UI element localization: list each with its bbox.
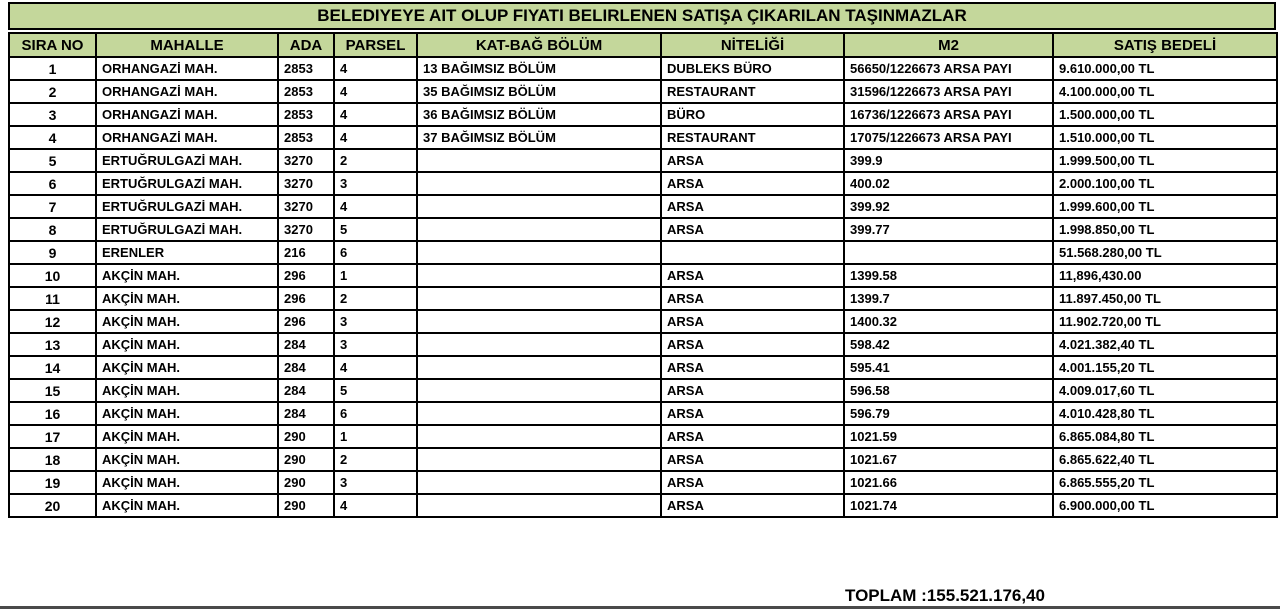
table-cell: 4 bbox=[334, 126, 417, 149]
table-cell: 2853 bbox=[278, 103, 334, 126]
table-row bbox=[9, 333, 1277, 356]
table-cell: 2853 bbox=[278, 57, 334, 80]
table-cell: 2 bbox=[334, 448, 417, 471]
table-cell: 17075/1226673 ARSA PAYI bbox=[844, 126, 1053, 149]
table-cell: 4.009.017,60 TL bbox=[1053, 379, 1277, 402]
table-cell: 4 bbox=[9, 126, 96, 149]
table-cell: 1399.58 bbox=[844, 264, 1053, 287]
table-cell: 12 bbox=[9, 310, 96, 333]
table-row bbox=[9, 172, 1277, 195]
table-cell: 284 bbox=[278, 402, 334, 425]
table-cell: 11.902.720,00 TL bbox=[1053, 310, 1277, 333]
table-cell: 35 BAĞIMSIZ BÖLÜM bbox=[417, 80, 661, 103]
table-cell: DUBLEKS BÜRO bbox=[661, 57, 844, 80]
table-cell bbox=[417, 471, 661, 494]
table-cell: 20 bbox=[9, 494, 96, 517]
table-cell bbox=[417, 356, 661, 379]
table-cell bbox=[417, 448, 661, 471]
table-cell: 1021.66 bbox=[844, 471, 1053, 494]
table-cell bbox=[417, 494, 661, 517]
table-cell: ARSA bbox=[661, 218, 844, 241]
table-cell: 4 bbox=[334, 494, 417, 517]
table-cell: 6.865.622,40 TL bbox=[1053, 448, 1277, 471]
table-cell: 4 bbox=[334, 80, 417, 103]
table-cell: ERTUĞRULGAZİ MAH. bbox=[96, 218, 278, 241]
table-cell: 1 bbox=[334, 264, 417, 287]
table-cell: 596.58 bbox=[844, 379, 1053, 402]
table-cell: ARSA bbox=[661, 149, 844, 172]
table-cell: 6.865.555,20 TL bbox=[1053, 471, 1277, 494]
table-row bbox=[9, 379, 1277, 402]
table-row bbox=[9, 195, 1277, 218]
table-cell: 5 bbox=[334, 218, 417, 241]
table-cell: 2853 bbox=[278, 80, 334, 103]
table-cell: AKÇİN MAH. bbox=[96, 448, 278, 471]
table-cell: 290 bbox=[278, 425, 334, 448]
table-cell: ARSA bbox=[661, 333, 844, 356]
table-row bbox=[9, 241, 1277, 264]
table-cell bbox=[417, 402, 661, 425]
table-cell: ARSA bbox=[661, 264, 844, 287]
table-cell: 9.610.000,00 TL bbox=[1053, 57, 1277, 80]
table-cell: 14 bbox=[9, 356, 96, 379]
table-cell: 216 bbox=[278, 241, 334, 264]
table-row bbox=[9, 149, 1277, 172]
table-cell: 10 bbox=[9, 264, 96, 287]
table-cell: 4.010.428,80 TL bbox=[1053, 402, 1277, 425]
table-cell: 4.021.382,40 TL bbox=[1053, 333, 1277, 356]
table-cell: AKÇİN MAH. bbox=[96, 333, 278, 356]
table-cell: 2 bbox=[9, 80, 96, 103]
table-row bbox=[9, 425, 1277, 448]
column-header: ADA bbox=[278, 33, 334, 57]
table-cell: AKÇİN MAH. bbox=[96, 494, 278, 517]
table-cell: BÜRO bbox=[661, 103, 844, 126]
column-header: M2 bbox=[844, 33, 1053, 57]
table-cell: ARSA bbox=[661, 195, 844, 218]
table-cell: 3270 bbox=[278, 149, 334, 172]
table-cell: ARSA bbox=[661, 287, 844, 310]
table-cell: 3 bbox=[334, 172, 417, 195]
table-cell: AKÇİN MAH. bbox=[96, 264, 278, 287]
table-cell: 1399.7 bbox=[844, 287, 1053, 310]
table-cell: ERTUĞRULGAZİ MAH. bbox=[96, 195, 278, 218]
table-cell: 3270 bbox=[278, 172, 334, 195]
table-cell: 296 bbox=[278, 287, 334, 310]
table-cell: AKÇİN MAH. bbox=[96, 310, 278, 333]
table-cell bbox=[417, 425, 661, 448]
table-cell: 290 bbox=[278, 471, 334, 494]
table-cell: ARSA bbox=[661, 172, 844, 195]
column-header: NİTELİĞİ bbox=[661, 33, 844, 57]
table-cell: 11 bbox=[9, 287, 96, 310]
table-cell: ERTUĞRULGAZİ MAH. bbox=[96, 149, 278, 172]
table-cell: 284 bbox=[278, 356, 334, 379]
table-cell: 1.510.000,00 TL bbox=[1053, 126, 1277, 149]
total-amount: TOPLAM :155.521.176,40 bbox=[845, 586, 1046, 605]
table-cell: ARSA bbox=[661, 494, 844, 517]
table-row bbox=[9, 80, 1277, 103]
table-row bbox=[9, 356, 1277, 379]
table-row bbox=[9, 494, 1277, 517]
table-cell bbox=[417, 218, 661, 241]
table-row bbox=[9, 57, 1277, 80]
table-cell: 3270 bbox=[278, 218, 334, 241]
table-row bbox=[9, 218, 1277, 241]
table-cell: ERTUĞRULGAZİ MAH. bbox=[96, 172, 278, 195]
table-cell: 16736/1226673 ARSA PAYI bbox=[844, 103, 1053, 126]
column-header: SIRA NO bbox=[9, 33, 96, 57]
table-cell: 290 bbox=[278, 448, 334, 471]
table-cell: 4 bbox=[334, 356, 417, 379]
table-cell bbox=[417, 379, 661, 402]
table-cell: 36 BAĞIMSIZ BÖLÜM bbox=[417, 103, 661, 126]
table-cell: 3 bbox=[9, 103, 96, 126]
table-cell: 11,896,430.00 bbox=[1053, 264, 1277, 287]
table-cell: 2853 bbox=[278, 126, 334, 149]
table-cell: 17 bbox=[9, 425, 96, 448]
table-cell: 31596/1226673 ARSA PAYI bbox=[844, 80, 1053, 103]
table-cell bbox=[417, 149, 661, 172]
table-cell: 4 bbox=[334, 57, 417, 80]
table-cell: ORHANGAZİ MAH. bbox=[96, 57, 278, 80]
table-row bbox=[9, 402, 1277, 425]
column-header: MAHALLE bbox=[96, 33, 278, 57]
table-cell: ARSA bbox=[661, 425, 844, 448]
table-cell: 2.000.100,00 TL bbox=[1053, 172, 1277, 195]
table-cell: 296 bbox=[278, 310, 334, 333]
table-cell: 399.9 bbox=[844, 149, 1053, 172]
column-header: KAT-BAĞ BÖLÜM bbox=[417, 33, 661, 57]
table-cell: 18 bbox=[9, 448, 96, 471]
table-cell: 5 bbox=[334, 379, 417, 402]
table-cell: 56650/1226673 ARSA PAYI bbox=[844, 57, 1053, 80]
table-cell: 400.02 bbox=[844, 172, 1053, 195]
table-cell bbox=[417, 310, 661, 333]
table-cell: 15 bbox=[9, 379, 96, 402]
table-cell: AKÇİN MAH. bbox=[96, 471, 278, 494]
table-cell: 1021.59 bbox=[844, 425, 1053, 448]
table-cell: 1.998.850,00 TL bbox=[1053, 218, 1277, 241]
table-cell: AKÇİN MAH. bbox=[96, 379, 278, 402]
table-row bbox=[9, 471, 1277, 494]
table-cell: 595.41 bbox=[844, 356, 1053, 379]
table-cell bbox=[417, 241, 661, 264]
table-cell: 6 bbox=[334, 402, 417, 425]
table-cell: 8 bbox=[9, 218, 96, 241]
table-cell: 6.865.084,80 TL bbox=[1053, 425, 1277, 448]
table-row bbox=[9, 103, 1277, 126]
table-cell: 3 bbox=[334, 333, 417, 356]
table-cell bbox=[417, 264, 661, 287]
table-cell: 7 bbox=[9, 195, 96, 218]
table-cell bbox=[844, 241, 1053, 264]
table-cell: 598.42 bbox=[844, 333, 1053, 356]
table-cell: 9 bbox=[9, 241, 96, 264]
table-cell: ORHANGAZİ MAH. bbox=[96, 103, 278, 126]
table-row bbox=[9, 287, 1277, 310]
table-cell bbox=[417, 195, 661, 218]
table-row bbox=[9, 126, 1277, 149]
table-cell: 1 bbox=[9, 57, 96, 80]
table-cell bbox=[417, 287, 661, 310]
table-cell: 2 bbox=[334, 287, 417, 310]
table-cell bbox=[417, 333, 661, 356]
table-cell: ORHANGAZİ MAH. bbox=[96, 126, 278, 149]
table-cell: 4 bbox=[334, 103, 417, 126]
table-cell: ARSA bbox=[661, 310, 844, 333]
table-cell: 4.001.155,20 TL bbox=[1053, 356, 1277, 379]
table-cell: 4 bbox=[334, 195, 417, 218]
table-cell: 596.79 bbox=[844, 402, 1053, 425]
table-cell: AKÇİN MAH. bbox=[96, 402, 278, 425]
table-cell bbox=[417, 172, 661, 195]
table-cell: 6 bbox=[334, 241, 417, 264]
table-cell: 290 bbox=[278, 494, 334, 517]
column-header: SATIŞ BEDELİ bbox=[1053, 33, 1277, 57]
table-cell: 3270 bbox=[278, 195, 334, 218]
table-row bbox=[9, 448, 1277, 471]
table-cell: ARSA bbox=[661, 356, 844, 379]
table-cell: 284 bbox=[278, 333, 334, 356]
document-title: BELEDIYEYE AIT OLUP FIYATI BELIRLENEN SATIŞA ÇIKARILAN TAŞINMAZLAR bbox=[8, 2, 1276, 30]
table-cell: 2 bbox=[334, 149, 417, 172]
table-body bbox=[9, 57, 1277, 517]
table-cell: ORHANGAZİ MAH. bbox=[96, 80, 278, 103]
table-cell: ARSA bbox=[661, 448, 844, 471]
column-header: PARSEL bbox=[334, 33, 417, 57]
table-cell: 5 bbox=[9, 149, 96, 172]
table-cell: AKÇİN MAH. bbox=[96, 356, 278, 379]
table-cell: RESTAURANT bbox=[661, 80, 844, 103]
table-cell: 1.999.500,00 TL bbox=[1053, 149, 1277, 172]
table-cell: AKÇİN MAH. bbox=[96, 287, 278, 310]
table-row bbox=[9, 264, 1277, 287]
table-cell: 1 bbox=[334, 425, 417, 448]
table-cell: 399.77 bbox=[844, 218, 1053, 241]
table-cell: ERENLER bbox=[96, 241, 278, 264]
table-cell: 1021.67 bbox=[844, 448, 1053, 471]
table-cell: ARSA bbox=[661, 379, 844, 402]
table-cell: ARSA bbox=[661, 402, 844, 425]
table-cell: 1.500.000,00 TL bbox=[1053, 103, 1277, 126]
table-cell: 13 BAĞIMSIZ BÖLÜM bbox=[417, 57, 661, 80]
properties-table bbox=[8, 32, 1278, 518]
table-cell: 296 bbox=[278, 264, 334, 287]
table-cell: 13 bbox=[9, 333, 96, 356]
table-cell: 19 bbox=[9, 471, 96, 494]
table-cell: ARSA bbox=[661, 471, 844, 494]
table-cell: 399.92 bbox=[844, 195, 1053, 218]
table-cell: 4.100.000,00 TL bbox=[1053, 80, 1277, 103]
table-cell bbox=[661, 241, 844, 264]
table-cell: 1400.32 bbox=[844, 310, 1053, 333]
table-header-row bbox=[9, 33, 1277, 57]
table-cell: AKÇİN MAH. bbox=[96, 425, 278, 448]
table-cell: 11.897.450,00 TL bbox=[1053, 287, 1277, 310]
table-cell: RESTAURANT bbox=[661, 126, 844, 149]
table-cell: 16 bbox=[9, 402, 96, 425]
table-cell: 6 bbox=[9, 172, 96, 195]
table-cell: 3 bbox=[334, 471, 417, 494]
table-row bbox=[9, 310, 1277, 333]
table-cell: 284 bbox=[278, 379, 334, 402]
table-cell: 3 bbox=[334, 310, 417, 333]
table-cell: 51.568.280,00 TL bbox=[1053, 241, 1277, 264]
table-cell: 1.999.600,00 TL bbox=[1053, 195, 1277, 218]
table-cell: 1021.74 bbox=[844, 494, 1053, 517]
table-cell: 6.900.000,00 TL bbox=[1053, 494, 1277, 517]
table-cell: 37 BAĞIMSIZ BÖLÜM bbox=[417, 126, 661, 149]
